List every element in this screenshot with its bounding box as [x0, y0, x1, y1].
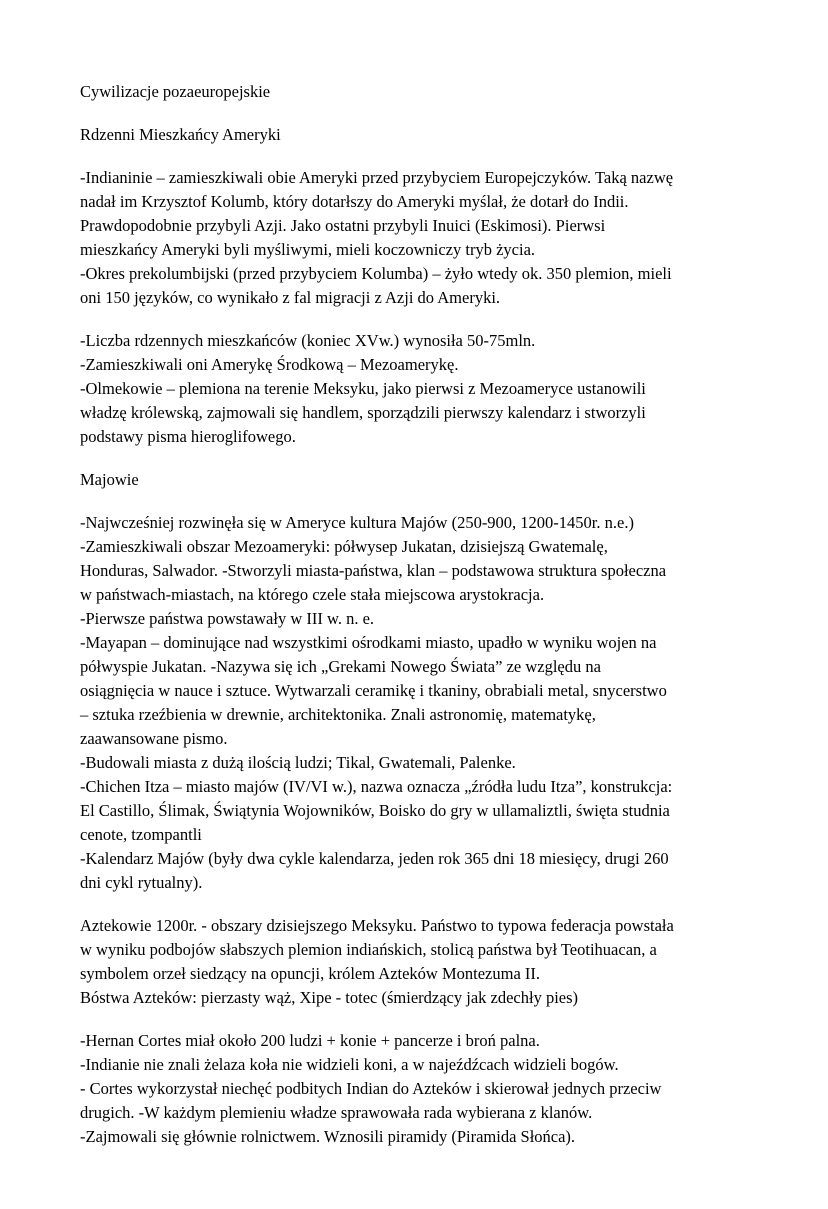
text-line: Prawdopodobnie przybyli Azji. Jako ostatni przybyli Inuici (Eskimosi). Pierwsi [80, 216, 606, 235]
text-line: symbolem orzeł siedzący na opuncji, królem Azteków Montezuma II. [80, 964, 541, 983]
text-line: Honduras, Salwador. -Stworzyli miasta-państwa, klan – podstawowa struktura społeczna [80, 561, 667, 580]
text-line: półwyspie Jukatan. -Nazywa się ich „Grekami Nowego Świata” ze względu na [80, 657, 601, 676]
paragraph-liczba-mieszkancow [80, 329, 748, 449]
paragraph-aztekowie [80, 914, 748, 1010]
text-line: El Castillo, Ślimak, Świątynia Wojowników, Boisko do gry w ullamaliztli, święta studnia [80, 801, 670, 820]
text-line: Aztekowie 1200r. - obszary dzisiejszego Meksyku. Państwo to typowa federacja powstała [80, 916, 674, 935]
text-line: -Okres prekolumbijski (przed przybyciem Kolumba) – żyło wtedy ok. 350 plemion, mieli [80, 264, 672, 283]
text-line: Rdzenni Mieszkańcy Ameryki [80, 125, 281, 144]
text-line: Cywilizacje pozaeuropejskie [80, 82, 271, 101]
text-line: -Zajmowali się głównie rolnictwem. Wznosili piramidy (Piramida Słońca). [80, 1127, 576, 1146]
text-line: -Indianie nie znali żelaza koła nie widzieli koni, a w najeźdźcach widzieli bogów. [80, 1055, 619, 1074]
text-line: -Hernan Cortes miał około 200 ludzi + konie + pancerze i broń palna. [80, 1031, 540, 1050]
text-line: w państwach-miastach, na którego czele stała miejscowa arystokracja. [80, 585, 545, 604]
text-line: -Indianinie – zamieszkiwali obie Ameryki przed przybyciem Europejczyków. Taką nazwę [80, 168, 674, 187]
text-line: – sztuka rzeźbienia w drewnie, architektonika. Znali astronomię, matematykę, [80, 705, 596, 724]
text-line: władzę królewską, zajmowali się handlem, sporządzili pierwszy kalendarz i stworzyli [80, 403, 646, 422]
text-line: Bóstwa Azteków: pierzasty wąż, Xipe - totec (śmierdzący jak zdechły pies) [80, 988, 579, 1007]
text-line: -Kalendarz Majów (były dwa cykle kalendarza, jeden rok 365 dni 18 miesięcy, drugi 260 [80, 849, 669, 868]
heading-majowie [80, 468, 748, 492]
text-line: zaawansowane pismo. [80, 729, 228, 748]
text-line: -Najwcześniej rozwinęła się w Ameryce kultura Majów (250-900, 1200-1450r. n.e.) [80, 513, 634, 532]
text-line: -Mayapan – dominujące nad wszystkimi ośrodkami miasto, upadło w wyniku wojen na [80, 633, 657, 652]
text-line: w wyniku podbojów słabszych plemion indiańskich, stolicą państwa był Teotihuacan, a [80, 940, 657, 959]
text-line: drugich. -W każdym plemieniu władze sprawowała rada wybierana z klanów. [80, 1103, 593, 1122]
text-line: -Liczba rdzennych mieszkańców (koniec XVw.) wynosiła 50-75mln. [80, 331, 536, 350]
text-line: osiągnięcia w nauce i sztuce. Wytwarzali ceramikę i tkaniny, obrabiali metal, snycerstwo [80, 681, 667, 700]
text-line: cenote, tzompantli [80, 825, 202, 844]
text-line: -Pierwsze państwa powstawały w III w. n. e. [80, 609, 375, 628]
document-body [80, 80, 748, 1149]
text-line: -Budowali miasta z dużą ilością ludzi; Tikal, Gwatemali, Palenke. [80, 753, 516, 772]
text-line: dni cykl rytualny). [80, 873, 203, 892]
heading-rdzenni-mieszkancy-ameryki [80, 123, 748, 147]
paragraph-hernan-cortes [80, 1029, 748, 1149]
text-line: podstawy pisma hieroglifowego. [80, 427, 296, 446]
text-line: -Olmekowie – plemiona na terenie Meksyku, jako pierwsi z Mezoameryce ustanowili [80, 379, 646, 398]
text-line: -Chichen Itza – miasto majów (IV/VI w.), nazwa oznacza „źródła ludu Itza”, konstrukcja: [80, 777, 673, 796]
paragraph-majowie [80, 511, 748, 895]
text-line: Majowie [80, 470, 139, 489]
paragraph-indianie [80, 166, 748, 310]
text-line: nadał im Krzysztof Kolumb, który dotarłszy do Ameryki myślał, że dotarł do Indii. [80, 192, 629, 211]
text-line: - Cortes wykorzystał niechęć podbitych Indian do Azteków i skierował jednych przeciw [80, 1079, 662, 1098]
text-line: oni 150 języków, co wynikało z fal migracji z Azji do Ameryki. [80, 288, 501, 307]
text-line: -Zamieszkiwali obszar Mezoameryki: półwysep Jukatan, dzisiejszą Gwatemalę, [80, 537, 608, 556]
text-line: -Zamieszkiwali oni Amerykę Środkową – Mezoamerykę. [80, 355, 459, 374]
document-title [80, 80, 748, 104]
text-line: mieszkańcy Ameryki byli myśliwymi, mieli koczowniczy tryb życia. [80, 240, 536, 259]
